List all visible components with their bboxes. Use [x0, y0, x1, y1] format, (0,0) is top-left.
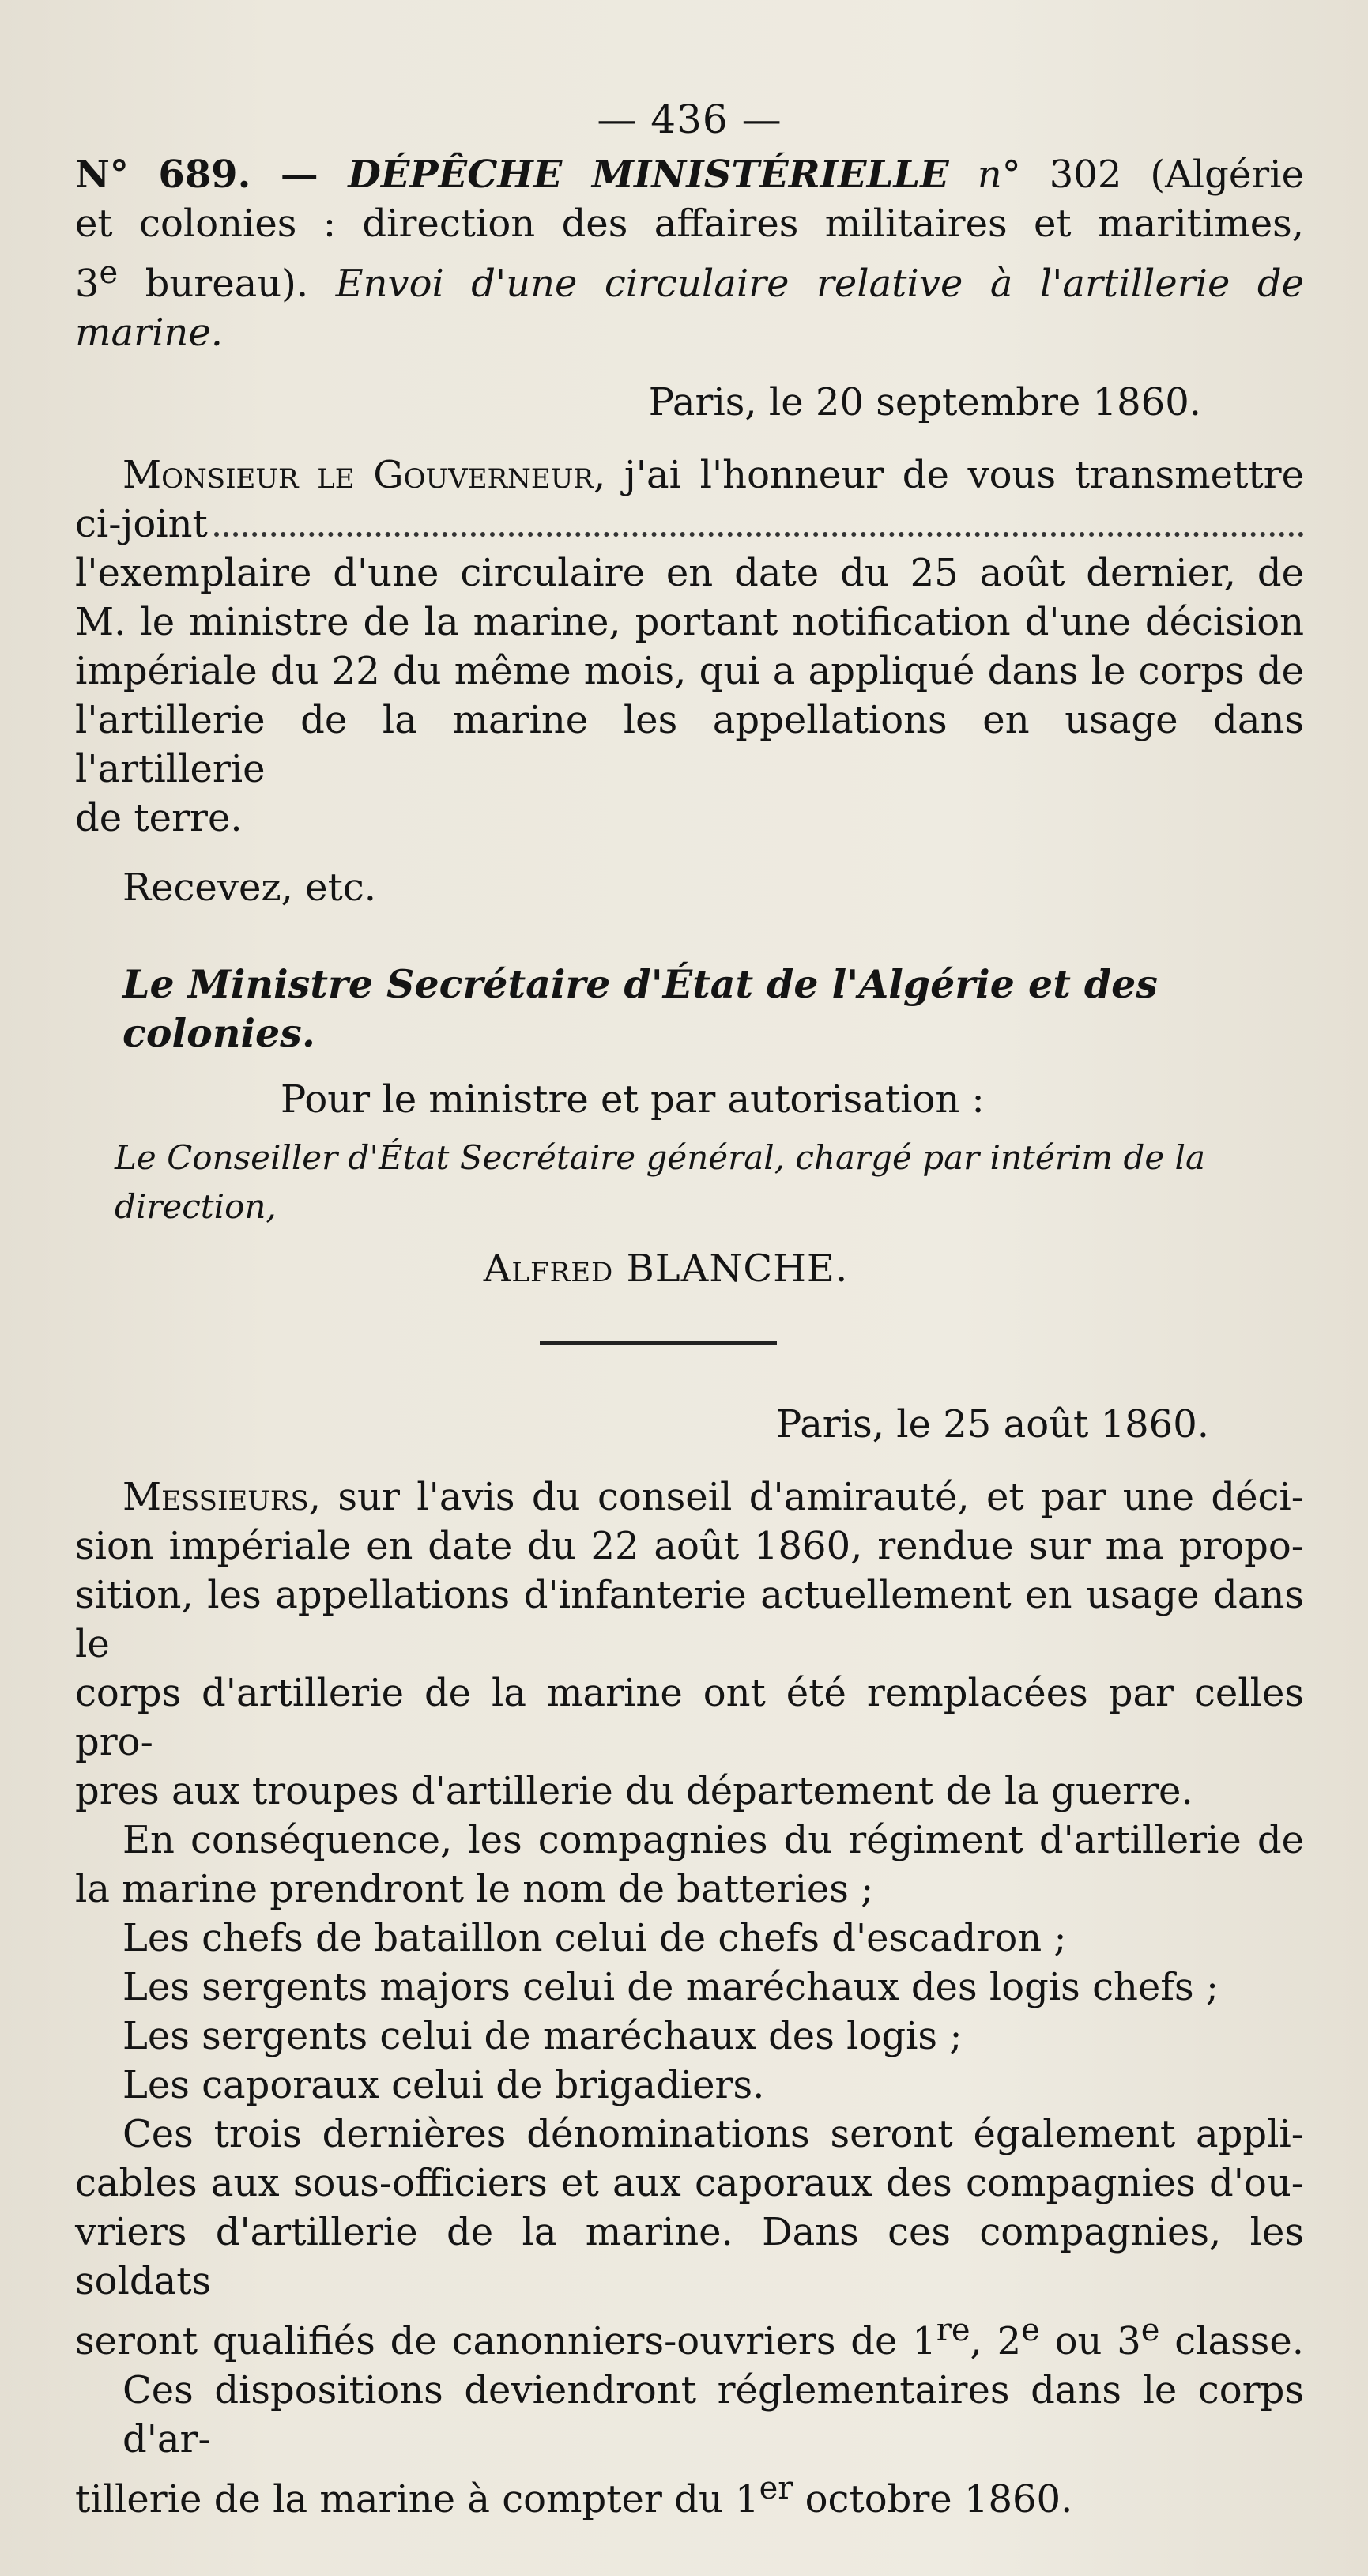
- ci-joint-line: [75, 500, 1304, 549]
- letter2-body: [75, 1473, 1304, 2524]
- letter2-line: pres aux troupes d'artillerie du département de la guerre.: [75, 1769, 1193, 1813]
- signature-title: Le Ministre Secrétaire d'État de l'Algérie et des colonies.: [122, 961, 1158, 1056]
- letter1-date: Paris, le 20 septembre 1860.: [648, 380, 1201, 424]
- classes-text-b: , 2: [970, 2319, 1022, 2363]
- sup-e2: e: [1140, 2312, 1160, 2348]
- heading-fragment: DÉPÊCHE MINISTÉRIELLE: [348, 153, 949, 197]
- heading-fragment: bureau).: [118, 262, 336, 306]
- heading-fragment: N° 689. —: [75, 153, 349, 197]
- heading-line: [75, 308, 1304, 357]
- letter2-lines: [75, 1522, 1304, 2208]
- letter1-closing: Recevez, etc.: [122, 866, 376, 910]
- sup-e1: e: [1021, 2312, 1040, 2348]
- letter2-line-classes: [75, 2306, 1304, 2366]
- heading-fragment: e: [99, 255, 119, 291]
- sup-re: re: [936, 2312, 970, 2348]
- heading-fragment: 302 (Algérie: [1020, 153, 1304, 197]
- classes-text-d: classe.: [1159, 2319, 1304, 2363]
- signature-name: Alfred BLANCHE.: [483, 1247, 849, 1291]
- letter2-line: corps d'artillerie de la marine ont été remplacées par celles pro-: [75, 1671, 1304, 1764]
- letter2-line: En conséquence, les compagnies du régiment d'artillerie de: [122, 1818, 1304, 1862]
- classes-text-c: ou 3: [1039, 2319, 1141, 2363]
- ci-joint-text: ci-joint: [75, 502, 208, 546]
- salutation-rest: , j'ai l'honneur de vous transmettre: [593, 453, 1304, 497]
- separator-rule: [540, 1341, 777, 1345]
- final-text-a: tillerie de la marine à compter du 1: [75, 2477, 759, 2521]
- letter1-body-line: impériale du 22 du même mois, qui a appliqué dans le corps de: [75, 649, 1304, 693]
- heading-line: [75, 150, 1304, 199]
- signature-role: Le Conseiller d'État Secrétaire général, chargé par intérim de la direction,: [115, 1138, 1206, 1226]
- letter2-line: Les sergents majors celui de maréchaux des logis chefs ;: [122, 1965, 1219, 2009]
- letter2-line: sion impériale en date du 22 août 1860, rendue sur ma propo-: [75, 1524, 1304, 1568]
- heading-fragment: n°: [948, 153, 1021, 197]
- letter2-final-line2: [75, 2464, 1304, 2524]
- letter1-body-line: l'artillerie de la marine les appellations en usage dans l'artillerie: [75, 698, 1304, 791]
- heading-fragment: Envoi d'une circulaire relative à l'artillerie de: [335, 262, 1304, 306]
- letter2-first-line: [75, 1473, 1304, 1522]
- letter2-line: la marine prendront le nom de batteries ;: [75, 1867, 874, 1911]
- letter1-body-line: M. le ministre de la marine, portant notification d'une décision: [75, 600, 1304, 644]
- letter2-first-rest: , sur l'avis du conseil d'amirauté, et par une déci-: [308, 1475, 1304, 1519]
- letter2-line: sition, les appellations d'infanterie actuellement en usage dans le: [75, 1573, 1304, 1666]
- letter1-salutation: [75, 451, 1304, 500]
- letter2-line: Les caporaux celui de brigadiers.: [122, 2063, 765, 2107]
- heading-fragment: et colonies : direction des affaires militaires et maritimes,: [75, 202, 1304, 246]
- dot-leaders: [214, 532, 1304, 537]
- letter1-body-last: de terre.: [75, 796, 243, 840]
- letter2-line: cables aux sous-officiers et aux caporaux des compagnies d'ou-: [75, 2161, 1304, 2205]
- signature-authorization: Pour le ministre et par autorisation :: [281, 1077, 985, 1122]
- salutation-smallcaps: Monsieur le Gouverneur: [122, 453, 594, 497]
- page-number: — 436 —: [597, 96, 782, 142]
- classes-text-a: seront qualifiés de canonniers-ouvriers de 1: [75, 2319, 936, 2363]
- letter2-line-workers: vriers d'artillerie de la marine. Dans ces compagnies, les soldats: [75, 2210, 1304, 2303]
- letter2-final-line1: Ces dispositions deviendront réglementaires dans le corps d'ar-: [122, 2368, 1304, 2461]
- letter2-line: Ces trois dernières dénominations seront également appli-: [122, 2112, 1304, 2156]
- letter2-line: Les sergents celui de maréchaux des logis ;: [122, 2014, 963, 2058]
- dispatch-heading: [75, 150, 1304, 357]
- letter1-body: [75, 549, 1304, 794]
- letter2-date: Paris, le 25 août 1860.: [776, 1402, 1209, 1446]
- heading-line: [75, 248, 1304, 308]
- heading-line: [75, 199, 1304, 248]
- heading-fragment: 3: [75, 262, 100, 306]
- heading-fragment: marine.: [75, 311, 224, 355]
- letter2-salutation: Messieurs: [122, 1475, 309, 1519]
- letter2-line: Les chefs de bataillon celui de chefs d'escadron ;: [122, 1916, 1067, 1960]
- sup-er: er: [759, 2470, 793, 2506]
- final-text-b: octobre 1860.: [793, 2477, 1073, 2521]
- letter1-body-line: l'exemplaire d'une circulaire en date du 25 août dernier, de: [75, 551, 1304, 595]
- page-content: [75, 95, 1304, 2524]
